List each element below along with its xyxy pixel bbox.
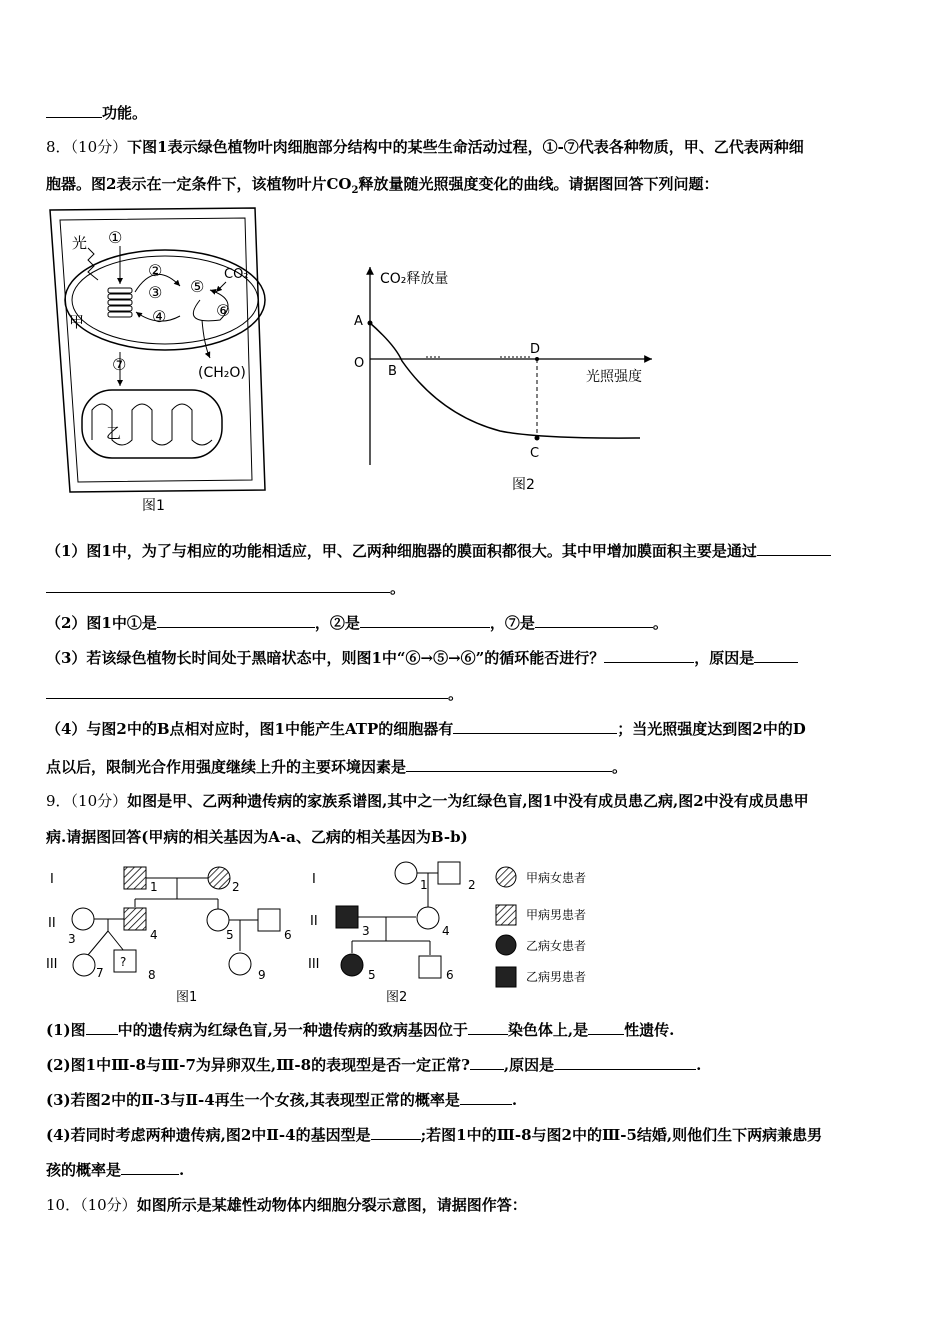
legend-label: 乙病男患者 — [526, 970, 587, 984]
q8-sub3 — [46, 648, 910, 668]
normal-female — [229, 953, 251, 975]
affected-male-jia — [124, 867, 146, 889]
affected-female-yi — [341, 954, 363, 976]
id: 6 — [284, 928, 292, 942]
label-3: ③ — [148, 283, 163, 302]
ch2o-label: (CH₂O) — [198, 365, 246, 381]
text: 如图是甲、乙两种遗传病的家族系谱图,其中之一为红绿色盲,图1中没有成员患乙病,图2中没有成员患甲 — [127, 792, 809, 810]
figure-caption: 图1 — [142, 498, 165, 514]
blank — [157, 613, 315, 628]
q8-sub3-cont — [46, 684, 910, 704]
gen-label: II — [310, 914, 318, 929]
normal-female — [417, 907, 439, 929]
blank — [46, 103, 102, 118]
text: 。 — [390, 579, 406, 597]
text: . — [511, 1091, 518, 1109]
text: ；当光照强度达到图2中的D — [617, 720, 806, 738]
normal-male — [438, 862, 460, 884]
id: 4 — [442, 924, 450, 938]
point-a-label: A — [354, 314, 363, 329]
co2-label: CO₂ — [224, 267, 249, 282]
chloroplast — [65, 250, 265, 350]
text: (3)若图2中的Ⅱ-3与Ⅱ-4再生一个女孩,其表现型正常的概率是 — [46, 1091, 460, 1109]
figure-caption: 图2 — [386, 990, 408, 1005]
question-points: （10分） — [70, 138, 128, 156]
normal-female — [395, 862, 417, 884]
subscript: 2 — [351, 185, 359, 196]
blank — [588, 1020, 624, 1035]
blank — [470, 1055, 504, 1070]
text: 染色体上,是 — [507, 1021, 589, 1039]
id: 2 — [468, 878, 476, 892]
blank — [371, 1125, 421, 1140]
text: (1)图 — [46, 1021, 86, 1039]
figure-2-co2-curve — [340, 255, 670, 495]
blank — [554, 1055, 696, 1070]
label-4: ④ — [152, 307, 167, 326]
question-number: 10． — [46, 1196, 81, 1214]
point-o-label: O — [354, 356, 365, 371]
unknown-mark: ? — [120, 955, 127, 969]
text: 下图1表示绿色植物叶肉细胞部分结构中的某些生命活动过程，①-⑦代表各种物质，甲、乙代表两种细 — [127, 138, 804, 156]
q9-sub3 — [46, 1090, 910, 1110]
blank — [754, 648, 798, 663]
legend-swatch-yi-male — [496, 967, 516, 987]
legend-label: 甲病女患者 — [526, 871, 587, 885]
text: (2)图1中Ⅲ-8与Ⅲ-7为异卵双生,Ⅲ-8的表现型是否一定正常? — [46, 1056, 470, 1074]
text: 功能。 — [102, 104, 148, 122]
point-b-label: B — [388, 364, 397, 379]
text: 。 — [448, 685, 464, 703]
blank — [535, 613, 653, 628]
normal-female — [72, 908, 94, 930]
id: 8 — [148, 968, 156, 982]
id: 1 — [150, 880, 158, 894]
text: 中的遗传病为红绿色盲,另一种遗传病的致病基因位于 — [117, 1021, 468, 1039]
point-a — [368, 321, 373, 326]
affected-male-yi — [336, 906, 358, 928]
id: 2 — [232, 880, 240, 894]
text: ，②是 — [314, 614, 360, 632]
text: 点以后，限制光合作用强度继续上升的主要环境因素是 — [46, 758, 407, 776]
id: 9 — [258, 968, 266, 982]
blank — [406, 757, 612, 772]
twin-line — [88, 931, 108, 955]
id: 4 — [150, 928, 158, 942]
text: （2）图1中①是 — [46, 614, 157, 632]
blank — [757, 541, 831, 556]
blank — [360, 613, 490, 628]
answer-line-prev — [46, 103, 910, 123]
text: ;若图1中的Ⅲ-8与图2中的Ⅲ-5结婚,则他们生下两病兼患男 — [420, 1126, 823, 1144]
question-points: （10分） — [80, 1196, 137, 1214]
id: 5 — [226, 928, 234, 942]
light-label: 光 — [72, 234, 88, 252]
q9-stem-line2 — [46, 827, 910, 847]
text: （1）图1中，为了与相应的功能相适应，甲、乙两种细胞器的膜面积都很大。其中甲增加膜面积主要是通过 — [46, 542, 757, 560]
id: 1 — [420, 878, 428, 892]
q9-sub2 — [46, 1055, 910, 1075]
point-c-label: C — [530, 446, 540, 461]
id: 3 — [68, 932, 76, 946]
gen-label: III — [46, 957, 58, 972]
figure-1-cell-diagram — [40, 200, 280, 520]
affected-male-jia — [124, 908, 146, 930]
label-2: ② — [148, 261, 163, 280]
q8-sub1 — [46, 541, 910, 561]
normal-male — [258, 909, 280, 931]
twin-line — [108, 931, 124, 951]
normal-female — [73, 954, 95, 976]
label-6: ⑥ — [216, 301, 231, 320]
blank — [460, 1090, 512, 1105]
text: (4)若同时考虑两种遗传病,图2中Ⅱ-4的基因型是 — [46, 1126, 371, 1144]
id: 7 — [96, 966, 104, 980]
blank — [121, 1160, 179, 1175]
text: CO — [326, 175, 352, 193]
q8-stem-line2 — [46, 174, 910, 201]
text: 。 — [652, 614, 668, 632]
question-number: 9． — [46, 792, 71, 810]
q10-stem — [46, 1195, 910, 1215]
legend-swatch-yi-female — [496, 935, 516, 955]
text: ，⑦是 — [489, 614, 535, 632]
blank — [604, 648, 694, 663]
blank — [468, 1020, 508, 1035]
q8-sub4-cont — [46, 757, 910, 777]
q9-sub1 — [46, 1020, 910, 1040]
legend-label: 乙病女患者 — [526, 939, 587, 953]
text: 释放量随光照强度变化的曲线。请据图回答下列问题： — [358, 175, 719, 193]
legend-swatch-jia-male — [496, 905, 516, 925]
text: 。 — [612, 758, 628, 776]
q8-sub2 — [46, 613, 910, 633]
blank — [86, 1020, 118, 1035]
yi-label: 乙 — [106, 424, 122, 442]
text: . — [696, 1056, 702, 1074]
question-points: （10分） — [70, 792, 128, 810]
blank — [46, 684, 448, 699]
text: 胞器。图2表示在一定条件下，该植物叶片 — [46, 175, 327, 193]
y-axis-label: CO₂释放量 — [380, 271, 449, 287]
text: （3）若该绿色植物长时间处于黑暗状态中，则图1中“⑥→⑤→⑥”的循环能否进行？ — [46, 649, 605, 667]
q9-sub4-cont — [46, 1160, 910, 1180]
thylakoid-stack — [108, 288, 132, 317]
x-axis-label: 光照强度 — [586, 369, 642, 385]
q8-sub1-cont — [46, 578, 910, 598]
text: ，原因是 — [694, 649, 755, 667]
label-7: ⑦ — [112, 355, 127, 374]
question-number: 8． — [46, 138, 71, 156]
q8-stem-line1 — [46, 137, 910, 157]
jia-label: 甲 — [69, 313, 85, 331]
q8-sub4 — [46, 719, 910, 739]
figure-caption: 图1 — [176, 990, 198, 1005]
gen-label: III — [308, 957, 320, 972]
id: 3 — [362, 924, 370, 938]
text: . — [179, 1161, 185, 1179]
id: 5 — [368, 968, 376, 982]
q9-stem-line1 — [46, 791, 910, 811]
gen-label: I — [312, 872, 316, 887]
q9-sub4 — [46, 1125, 910, 1145]
normal-male — [419, 956, 441, 978]
text: 性遗传. — [624, 1021, 675, 1039]
arrow — [216, 282, 226, 292]
point-d-label: D — [530, 342, 541, 357]
figure-caption: 图2 — [512, 477, 535, 493]
text: 病.请据图回答(甲病的相关基因为A-a、乙病的相关基因为B-b) — [46, 828, 468, 846]
legend-swatch-jia-female — [496, 867, 516, 887]
label-5: ⑤ — [190, 277, 205, 296]
gen-label: I — [50, 872, 54, 887]
affected-female-jia — [208, 867, 230, 889]
text: 孩的概率是 — [46, 1161, 122, 1179]
text: ,原因是 — [503, 1056, 555, 1074]
legend-label: 甲病男患者 — [526, 908, 587, 922]
pedigree-figure — [40, 855, 610, 1015]
text: 如图所示是某雄性动物体内细胞分裂示意图，请据图作答： — [136, 1196, 527, 1214]
gen-label: II — [48, 916, 56, 931]
text: （4）与图2中的B点相对应时，图1中能产生ATP的细胞器有 — [46, 720, 454, 738]
label-1: ① — [108, 228, 123, 247]
blank — [46, 578, 390, 593]
blank — [453, 719, 617, 734]
id: 6 — [446, 968, 454, 982]
